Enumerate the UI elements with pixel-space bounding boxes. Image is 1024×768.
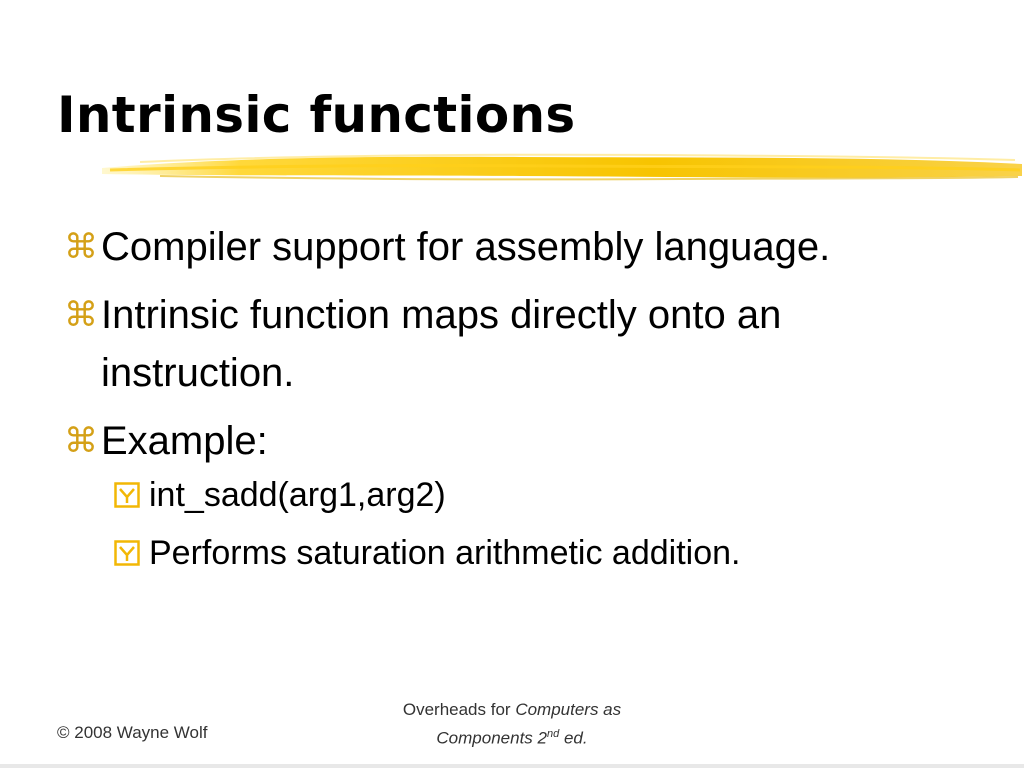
bullet-marker-icon: ⌘ <box>64 421 98 461</box>
bullet-item <box>64 412 964 470</box>
bullet-text: Compiler support for assembly language. <box>101 225 831 269</box>
sub-bullet-item <box>114 530 964 576</box>
footer-book-title-1: Computers as <box>515 700 622 719</box>
footer-edition-suffix: ed. <box>559 728 588 748</box>
checkbox-y-icon <box>114 482 140 508</box>
sub-bullet-item <box>114 472 964 518</box>
checkbox-y-icon <box>114 540 140 566</box>
footer-book-title-2: Components 2 <box>436 728 547 748</box>
bottom-rule <box>0 764 1024 768</box>
bullet-text: Example: <box>101 419 268 463</box>
bullet-item <box>64 286 964 402</box>
footer-edition-sup: nd <box>546 728 560 740</box>
footer-copyright: © 2008 Wayne Wolf <box>57 723 208 742</box>
footer-overheads <box>352 698 672 751</box>
bullet-list <box>64 218 964 588</box>
sub-bullet-text: Performs saturation arithmetic addition. <box>149 534 741 572</box>
bullet-marker-icon: ⌘ <box>64 295 98 335</box>
title-highlight-stroke <box>100 146 1024 190</box>
bullet-marker-icon: ⌘ <box>64 227 98 267</box>
bullet-item <box>64 218 964 276</box>
slide-title: Intrinsic functions <box>57 86 576 144</box>
footer-prefix: Overheads for <box>402 700 516 719</box>
bullet-text: Intrinsic function maps directly onto an instruction. <box>101 293 782 395</box>
sub-bullet-text: int_sadd(arg1,arg2) <box>149 476 446 514</box>
